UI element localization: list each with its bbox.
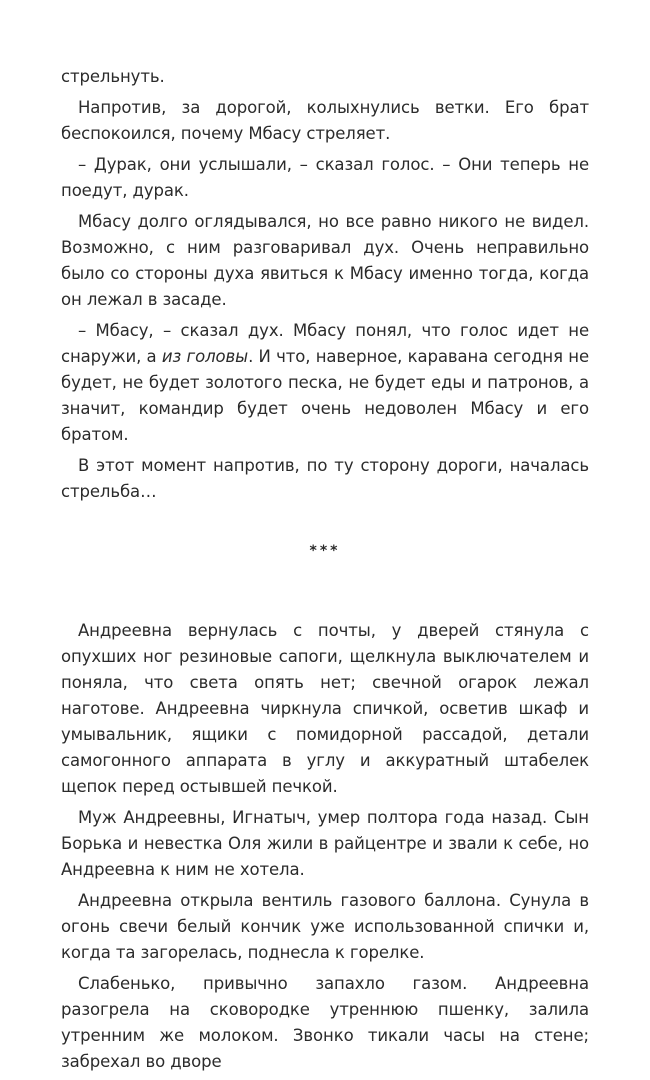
paragraph-1: стрельнуть. — [61, 67, 165, 86]
paragraph-4: Мбасу долго оглядывался, но все равно никого не видел. Возможно, с ним разговаривал дух. Очень неправильно было со стороны духа явиться к Мбасу именно тогда, когда он лежал в засаде. — [61, 212, 589, 309]
paragraph-2: Напротив, за дорогой, колыхнулись ветки. Его брат беспокоился, почему Мбасу стреляет. — [61, 98, 589, 143]
paragraph-9: Андреевна открыла вентиль газового баллона. Сунула в огонь свечи белый кончик уже использованной спички и, когда та загорелась, поднесла к горелке. — [61, 891, 589, 962]
paragraph-8: Муж Андреевны, Игнатыч, умер полтора года назад. Сын Борька и невестка Оля жили в райцентре и звали к себе, но Андреевна к ним не хотела. — [61, 808, 589, 879]
paragraph-3: – Дурак, они услышали, – сказал голос. – Они теперь не поедут, дурак. — [61, 155, 589, 200]
paragraph-5 — [61, 318, 589, 448]
paragraph-7: Андреевна вернулась с почты, у дверей стянула с опухших ног резиновые сапоги, щелкнула выключателем и поняла, что света опять нет; свечной огарок лежал наготове. Андреевна чиркнула спичкой, осветив шкаф и умывальник, ящики с помидорной рассадой, детали самогонного аппарата в углу и аккуратный штабелек щепок перед остывшей печкой. — [61, 621, 589, 796]
paragraph-6: В этот момент напротив, по ту сторону дороги, началась стрельба… — [61, 456, 589, 501]
book-page — [61, 64, 589, 1080]
paragraph-5-text-a: – Мбасу, – сказал дух. Мбасу понял, что голос идет не снаружи, а — [61, 321, 589, 366]
paragraph-10: Слабенько, привычно запахло газом. Андреевна разогрела на сковородке утреннюю пшенку, залила утренним же молоком. Звонко тикали часы на стене; забрехал во дворе — [61, 974, 589, 1071]
section-separator: *** — [309, 543, 341, 559]
paragraph-5-italic: из головы — [161, 347, 249, 366]
paragraph-5-text-b: . И что, наверное, каравана сегодня не будет, не будет золотого песка, не будет еды и патронов, а значит, командир будет очень недоволен Мбасу и его братом. — [61, 347, 590, 444]
